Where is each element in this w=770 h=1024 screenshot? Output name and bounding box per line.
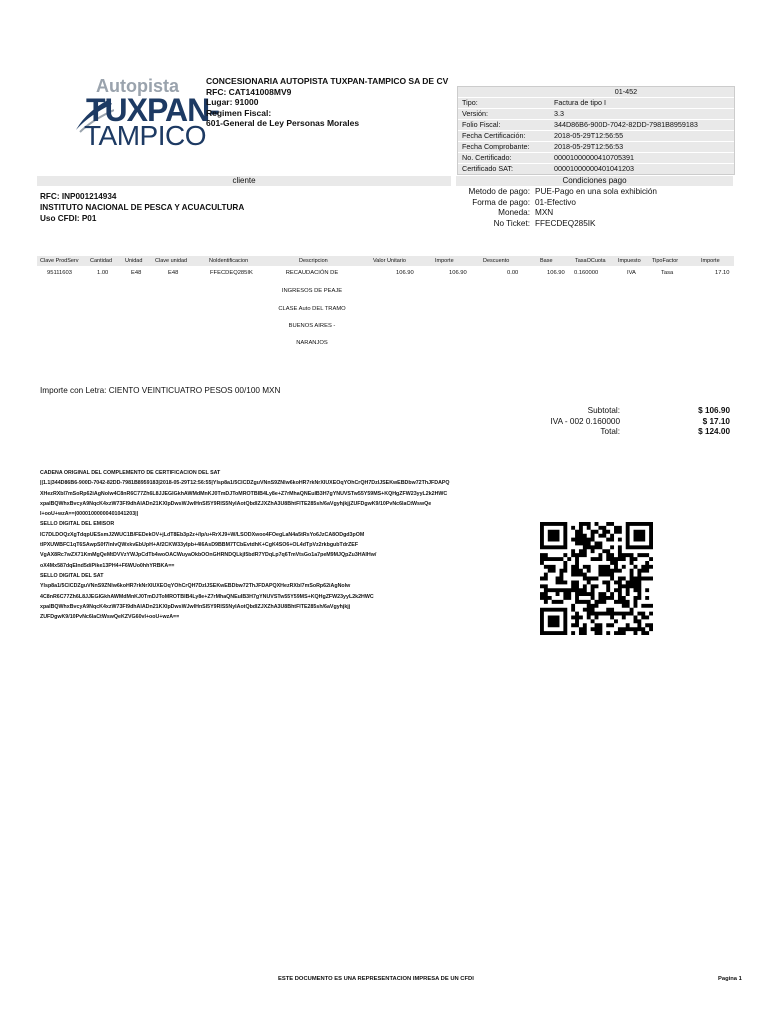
issuer-regimen: Regimen Fiscal: [206,107,272,118]
total-row [500,417,730,428]
col-header: Importe [435,258,454,264]
issuer-name: CONCESIONARIA AUTOPISTA TUXPAN-TAMPICO SA DE CV [206,76,449,86]
info-row [458,108,734,119]
col-header: TasaOCuota [575,258,606,264]
col-header: TipoFactor [652,258,679,264]
col-header: Clave unidad [155,258,188,264]
seal-text: XHezRXbl7mSoRp62iAgNolw4C8nR6C77Zh6L8JJEGIGkhAWMdMnKJ0TmDJToMROTBIB4Ly8e+Z7rMhaQNEuIB3H7gYNUVSTw55Y59MS+KQHgZFW23yyL2k2HWC [40,490,448,497]
col-header: Impuesto [618,258,641,264]
folio-header: 01-452 [458,87,734,97]
cell-tasa: 0.160000 [574,270,599,276]
condition-value: MXN [535,208,554,217]
total-value: $ 17.10 [702,416,730,426]
invoice-info-box [457,86,735,175]
seal-section-title: SELLO DIGITAL DEL EMISOR [40,521,115,528]
total-row [500,406,730,417]
info-key: Certificado SAT: [462,164,513,173]
cell-descripcion-line: CLASE Auto DEL TRAMO [278,306,346,312]
items-table-header [37,256,734,266]
cell-tipofactor: Tasa [661,270,674,276]
amount-in-words: Importe con Letra: CIENTO VEINTICUATRO PESOS 00/100 MXN [40,386,281,395]
condition-key: No Ticket: [493,218,530,228]
info-row [458,152,734,163]
info-row [458,97,734,108]
info-row [458,163,734,174]
seal-text: I+ooU+wzA==|00001000000401041203|| [40,511,139,518]
condition-row [432,187,657,198]
col-header: Descuento [483,258,510,264]
issuer-regimen-desc: 601-General de Ley Personas Morales [206,118,360,128]
info-value: 2018-05-29T12:56:55 [554,131,624,140]
payment-conditions [432,187,657,229]
issuer-rfc: RFC: CAT141008MV9 [206,86,292,97]
cell-impuesto: IVA [627,270,636,276]
total-label: Subtotal: [587,406,620,415]
info-value: 2018-05-29T12:56:53 [554,142,624,151]
cell-unidad: E48 [131,270,142,276]
info-value: 3.3 [554,109,564,118]
cell-descuento: 0.00 [507,270,519,276]
condition-value: 01-Efectivo [535,197,576,207]
seal-text: tlPXUWBFC1qT6SAwpS0f7lnIvQWxkvEbUpH+Af2CKW33yIpb+4I6AsD9BBM7TCbEvtdhK+CgK4SO6+OL4dTpVz2rkbgubTdrZEF [40,542,359,549]
seal-section-title: SELLO DIGITAL DEL SAT [40,572,104,579]
seal-text: xpaIBQWhxBvcyA9NqcK4xzW73Fl9dhAIADn21KXIpDwsWJwlHnSl5Y9RlS5NyIAotQbdIZJXZhA3U8BhtFITE285sh/6aVgyhjkjjZUFDgwK9/10PvNc6laCtWswQe [40,500,432,507]
cell-descripcion-line: BUENOS AIRES - [288,323,336,329]
condition-value: FFECDEQ285IK [535,218,596,228]
client-info [40,191,244,224]
cell-clave-unidad: E48 [168,270,179,276]
info-value: 00001000000401041203 [554,164,634,173]
info-value: Factura de tipo I [554,98,606,107]
col-header: Cantidad [90,258,113,264]
issuer-lugar: Lugar: 91000 [206,97,259,107]
info-value: 344D86B6-900D-7042-82DD-7981B8959183 [554,120,698,129]
condition-value: PUE-Pago en una sola exhibición [535,187,657,196]
issuer-info [206,76,448,129]
cell-descripcion-line: INGRESOS DE PEAJE [281,288,343,294]
footer-note: ESTE DOCUMENTO ES UNA REPRESENTACION IMPRESA DE UN CFDI [278,976,474,982]
seal-section-title: CADENA ORIGINAL DEL COMPLEMENTO DE CERTIFICACION DEL SAT [40,470,221,476]
seal-text: 4C8nR6C77Zh6L8JJEGIGkhAWMdMnKJ0TmDJToMROTBIB4Ly8e+Z7rMhaQNEuIB3H7gYNUVSTw55Y59MS+KQHgZFW23yyL2k2HWC [40,593,374,600]
col-header: Clave ProdServ [40,258,79,264]
info-key: Folio Fiscal: [462,120,501,129]
cell-importe: 106.90 [449,270,467,276]
logo-line-2: TUXPAN- [86,92,219,128]
info-key: Tipo: [462,98,478,107]
info-row [458,141,734,152]
cell-base: 106.90 [547,270,565,276]
seal-text: IC7DLDOQzXgTdqpUESsmJ2WUC1B/FEDekOV+jLdT8Eb3p2z+/lp/u+RrXJ9+W/LSODXwoo4FOegLaN4a5tRsYo6JzCA8ODgd3pOM [40,531,365,538]
total-row [500,427,730,438]
condition-key: Moneda: [498,208,530,217]
info-key: No. Certificado: [462,153,512,162]
col-header: Descripcion [299,258,328,264]
col-header: Unidad [125,258,143,264]
totals [500,406,730,438]
col-header: Importe [701,258,720,264]
cell-valor-unitario: 106.90 [396,270,414,276]
info-key: Fecha Certificación: [462,131,526,140]
seal-text: ZUFDgwK9/10PvNc6laCtWswQeKZVG60vI+ooU+wzA== [40,614,180,621]
conditions-bar: Condiciones pago [456,176,733,186]
logo-line-1: Autopista [96,76,179,96]
info-row [458,119,734,130]
info-key: Fecha Comprobante: [462,142,530,151]
col-header: NoIdentificacion [209,258,249,264]
cell-descripcion-line: NARANJOS [296,340,328,346]
condition-row [432,219,657,230]
total-label: IVA - 002 0.160000 [550,416,620,426]
qr-code-icon [540,522,653,635]
company-logo [74,76,219,154]
digital-seals [40,468,550,622]
cell-noidentificacion: FFECDEQ285IK [210,270,253,276]
cell-clave-prodserv: 95111603 [47,270,72,276]
table-row [37,268,734,358]
total-value: $ 124.00 [698,427,730,436]
seal-text: xpaIBQWhxBvcyA9NqcK4xzW73Fl9dhAIADn21KXIpDwsWJwlHnSl5Y9RlS5NyIAotQbdIZJXZhA3U8BhtFITE285sh/6aVgyhjkjj [40,603,351,610]
col-header: Valor Unitario [373,258,406,264]
seal-text: ||1.1|344D86B6-900D-7042-82DD-7981B8959183|2018-05-29T12:56:55|Ylsp8a1/5CICDZguVNnS9ZNlw6koHR7rkNrXIUXEOqYOhCrQH7DzIJSEKwEBDbw72ThJFDAPQ [40,480,450,487]
logo-line-3: TAMPICO [84,120,206,151]
cell-importe-impuesto: 17.10 [715,270,730,276]
cell-cantidad: 1.00 [97,270,109,276]
col-header: Base [540,258,553,264]
condition-key: Forma de pago: [472,197,530,207]
seal-text: oX4Mx587dqEInd5diPike13PH4+F6WUo0hhYRBKA== [40,562,175,569]
seal-text: VgAX8Rc7wZX71KmMgQeMtDVVzYWJpCdTb4woOACWuyaOkbOOnGHRNDQLkjI5bdR7YDqLp7q6TmVtsGo1a7peM9MJQpZu3HAIHw/ [40,552,377,559]
page-number: Pagina 1 [718,976,742,982]
cell-descripcion: RECAUDACIÓN DE [285,270,339,276]
seal-text: Ylsp8a1/5CICDZguVNnS9ZNlw6koHR7rkNrXIUXEOqYOhCrQH7DzIJSEKwEBDbw72ThJFDAPQXHezRXbl7mSoRp62iAgNolw [40,583,351,590]
total-label: Total: [600,427,620,436]
client-name: INSTITUTO NACIONAL DE PESCA Y ACUACULTURA [40,203,245,212]
client-rfc: RFC: INP001214934 [40,192,117,201]
client-bar: cliente [37,176,451,186]
info-value: 00001000000410705391 [554,153,634,162]
info-row [458,130,734,141]
info-key: Versión: [462,109,488,118]
client-uso-cfdi: Uso CFDI: P01 [40,214,97,223]
total-value: $ 106.90 [698,406,730,415]
condition-key: Metodo de pago: [468,187,530,196]
condition-row [432,198,657,209]
condition-row [432,208,657,219]
